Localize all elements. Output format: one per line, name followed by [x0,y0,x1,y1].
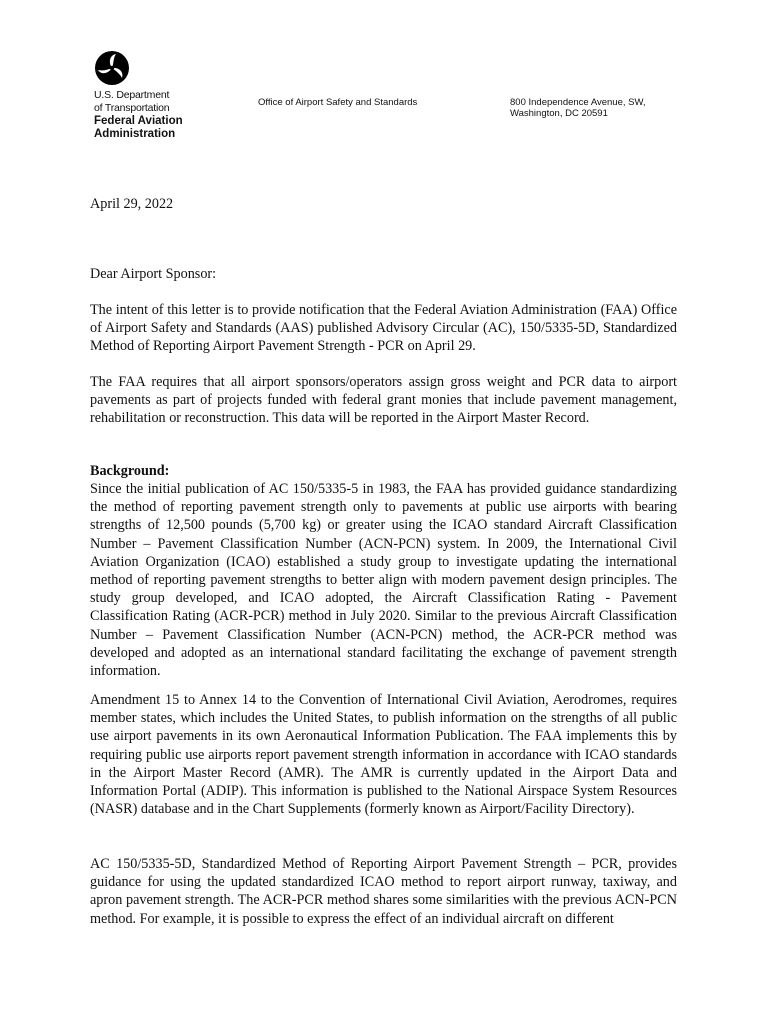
agency-line-2: Administration [94,128,176,140]
paragraph-4-text: Amendment 15 to Annex 14 to the Convention of International Civil Aviation, Aerodromes, requires member states, which includes the United States, to publish information on the strengths of all public use airport pavements in its own Aeronautical Information Publication. The FAA implements this by requiring public use airports report pavement strength information in accordance with ICAO standards in the Airport Master Record (AMR). The AMR is currently updated in the Airport Data and Information Portal (ADIP). This information is published to the National Airspace System Resources (NASR) database and in the Chart Supplements (formerly known as Airport/Facility Directory). [90,692,677,818]
paragraph-1-text: The intent of this letter is to provide notification that the Federal Aviation Administration (FAA) Office of Airport Safety and Standards (AAS) published Advisory Circular (AC), 150/5335-5D, Standardized Method of Reporting Airport Pavement Strength - PCR on April 29. [90,302,677,355]
address-line-2: Washington, DC 20591 [510,108,608,119]
office-name: Office of Airport Safety and Standards [258,97,418,108]
department-line-2: of Transportation [94,102,170,114]
agency-block [94,89,183,141]
office-address [510,97,646,119]
letter-date: April 29, 2022 [90,196,174,212]
paragraph-background [90,480,677,680]
agency-line-1: Federal Aviation [94,115,183,127]
paragraph-intent [90,301,677,356]
paragraph-2-text: The FAA requires that all airport sponsors/operators assign gross weight and PCR data to airport pavements as part of projects funded with federal grant monies that include pavement management, rehabilitation or reconstruction. This data will be reported in the Airport Master Record. [90,374,677,427]
department-line-1: U.S. Department [94,89,170,101]
address-line-1: 800 Independence Avenue, SW, [510,97,646,108]
background-heading: Background: [90,463,170,479]
paragraph-ac-guidance [90,855,677,928]
salutation: Dear Airport Sponsor: [90,266,217,282]
paragraph-requirements [90,373,677,428]
paragraph-amendment [90,691,677,818]
dot-triskelion-logo-icon [94,50,130,86]
paragraph-3-text: Since the initial publication of AC 150/5335-5 in 1983, the FAA has provided guidance standardizing the method of reporting pavement strength only to pavements at public use airports with bearing strengths of 12,500 pounds (5,700 kg) or greater using the ICAO standard Aircraft Classification Number – Pavement Classification Number (ACN-PCN) system. In 2009, the International Civil Aviation Organization (ICAO) established a study group to investigate updating the international method of reporting pavement strengths to better align with modern pavement design principles. The study group developed, and ICAO adopted, the Aircraft Classification Rating - Pavement Classification Rating (ACR-PCR) method in July 2020. Similar to the previous Aircraft Classification Number – Pavement Classification Number (ACN-PCN) method, the ACR-PCR method was developed and adopted as an international standard facilitating the exchange of pavement strength information. [90,481,677,680]
paragraph-5-text: AC 150/5335-5D, Standardized Method of Reporting Airport Pavement Strength – PCR, provides guidance for using the updated standardized ICAO method to report airport runway, taxiway, and apron pavement strength. The ACR-PCR method shares some similarities with the previous ACN-PCN method. For example, it is possible to express the effect of an individual aircraft on different [90,856,677,927]
